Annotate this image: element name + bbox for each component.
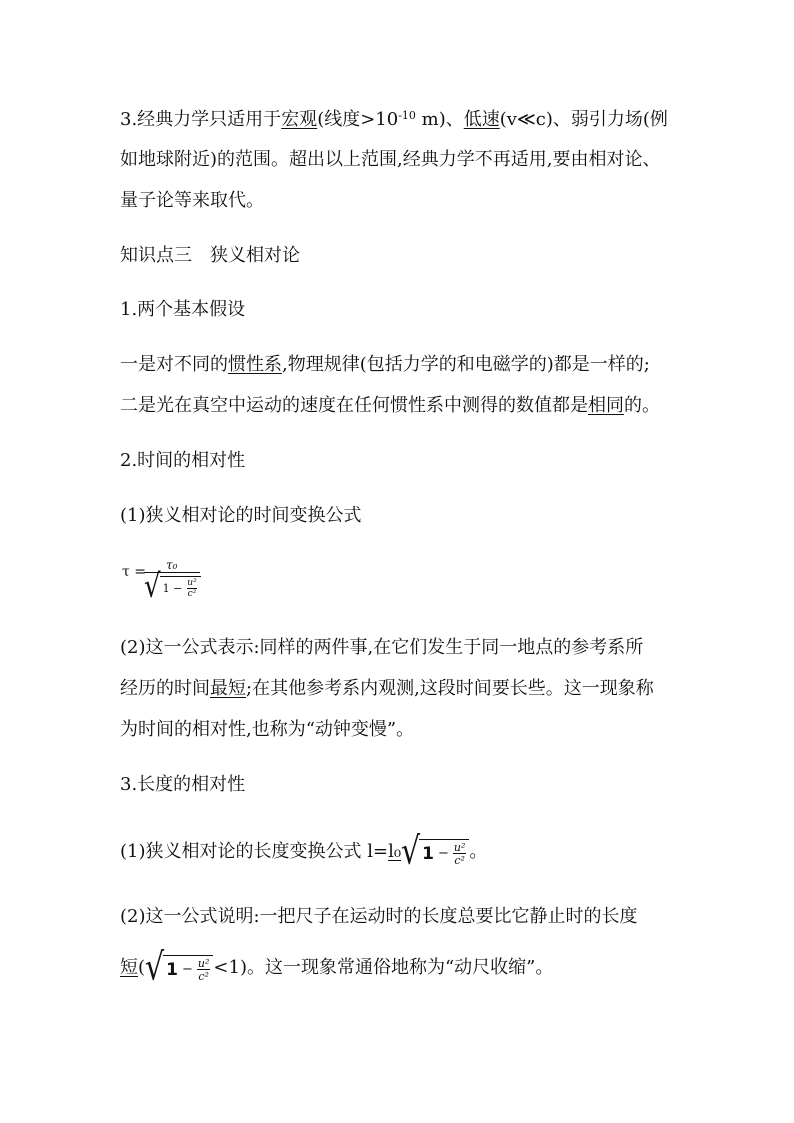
minus: − xyxy=(438,845,449,861)
length-explanation-line-2 xyxy=(120,945,554,990)
text: 二是光在真空中运动的速度在任何惯性系中测得的数值都是 xyxy=(120,395,588,416)
text: 。 xyxy=(469,841,488,862)
text: 一是对不同的 xyxy=(120,354,228,375)
u-over-c-fraction xyxy=(453,842,467,866)
formula-numerator: τ₀ xyxy=(166,558,178,572)
frac-denominator: c² xyxy=(198,969,209,983)
underlined-short: 短 xyxy=(120,957,138,978)
frac-numerator: u² xyxy=(197,956,210,970)
text: 3.经典力学只适用于 xyxy=(120,109,282,130)
frac-numerator: u² xyxy=(187,577,197,588)
time-dilation-formula xyxy=(122,558,212,608)
underlined-low-speed: 低速 xyxy=(463,109,500,130)
length-formula-line xyxy=(120,829,488,874)
text: 的。 xyxy=(624,395,660,416)
u-over-c-fraction xyxy=(197,958,211,982)
time-formula-intro: (1)狭义相对论的时间变换公式 xyxy=(120,505,362,526)
paragraph-3-line-1 xyxy=(120,108,668,134)
section-title: 知识点三 狭义相对论 xyxy=(120,245,300,266)
sqrt-sign: √ xyxy=(401,829,421,874)
sqrt-sign: √ xyxy=(144,568,161,606)
formula-lhs: τ = xyxy=(122,564,146,580)
text: m)、 xyxy=(415,109,464,130)
text: ,物理规律(包括力学的和电磁学的)都是一样的; xyxy=(282,354,650,375)
one-minus: 1 − xyxy=(162,582,183,595)
radicand xyxy=(163,955,213,982)
one: 1 xyxy=(166,959,178,980)
sqrt-sign: √ xyxy=(145,945,165,990)
text: (1)狭义相对论的长度变换公式 l= xyxy=(120,841,389,862)
exponent: -10 xyxy=(398,109,416,122)
frac-denominator: c² xyxy=(454,853,465,867)
text: ;在其他参考系内观测,这段时间要长些。这一现象称 xyxy=(246,678,654,699)
time-explanation-line-2 xyxy=(120,677,654,701)
l0-symbol: l₀ xyxy=(388,841,402,862)
radicand xyxy=(160,576,201,599)
sqrt-radical xyxy=(145,945,213,990)
heading-postulates: 1.两个基本假设 xyxy=(120,299,246,320)
radicand xyxy=(419,839,469,866)
time-explanation-line-1: (2)这一公式表示:同样的两件事,在它们发生于同一地点的参考系所 xyxy=(120,637,644,658)
underlined-same: 相同 xyxy=(588,395,624,416)
frac-numerator: u² xyxy=(453,840,466,854)
postulate-1 xyxy=(120,353,650,377)
text: 经历的时间 xyxy=(120,678,210,699)
underlined-macro: 宏观 xyxy=(281,109,318,130)
heading-length-relativity: 3.长度的相对性 xyxy=(120,774,246,795)
text: <1)。这一现象常通俗地称为“动尺收缩”。 xyxy=(213,957,554,978)
underlined-inertial-frame: 惯性系 xyxy=(228,354,282,375)
frac-denominator: c² xyxy=(187,588,197,599)
sqrt-radical xyxy=(401,829,469,874)
postulate-2 xyxy=(120,394,660,418)
text: ( xyxy=(138,957,146,978)
time-explanation-line-3: 为时间的相对性,也称为“动钟变慢”。 xyxy=(120,719,415,740)
minus: − xyxy=(182,961,193,977)
u-over-c-fraction xyxy=(186,579,197,599)
one: 1 xyxy=(422,843,435,864)
underlined-shortest: 最短 xyxy=(210,678,246,699)
paragraph-3-line-3: 量子论等来取代。 xyxy=(120,190,264,211)
heading-time-relativity: 2.时间的相对性 xyxy=(120,450,246,471)
sqrt-radical xyxy=(144,568,201,606)
text: (线度>10 xyxy=(317,109,399,130)
text: (v≪c)、弱引力场(例 xyxy=(499,109,668,130)
length-explanation-line-1: (2)这一公式说明:一把尺子在运动时的长度总要比它静止时的长度 xyxy=(120,906,638,927)
paragraph-3-line-2: 如地球附近)的范围。超出以上范围,经典力学不再适用,要由相对论、 xyxy=(120,149,661,170)
